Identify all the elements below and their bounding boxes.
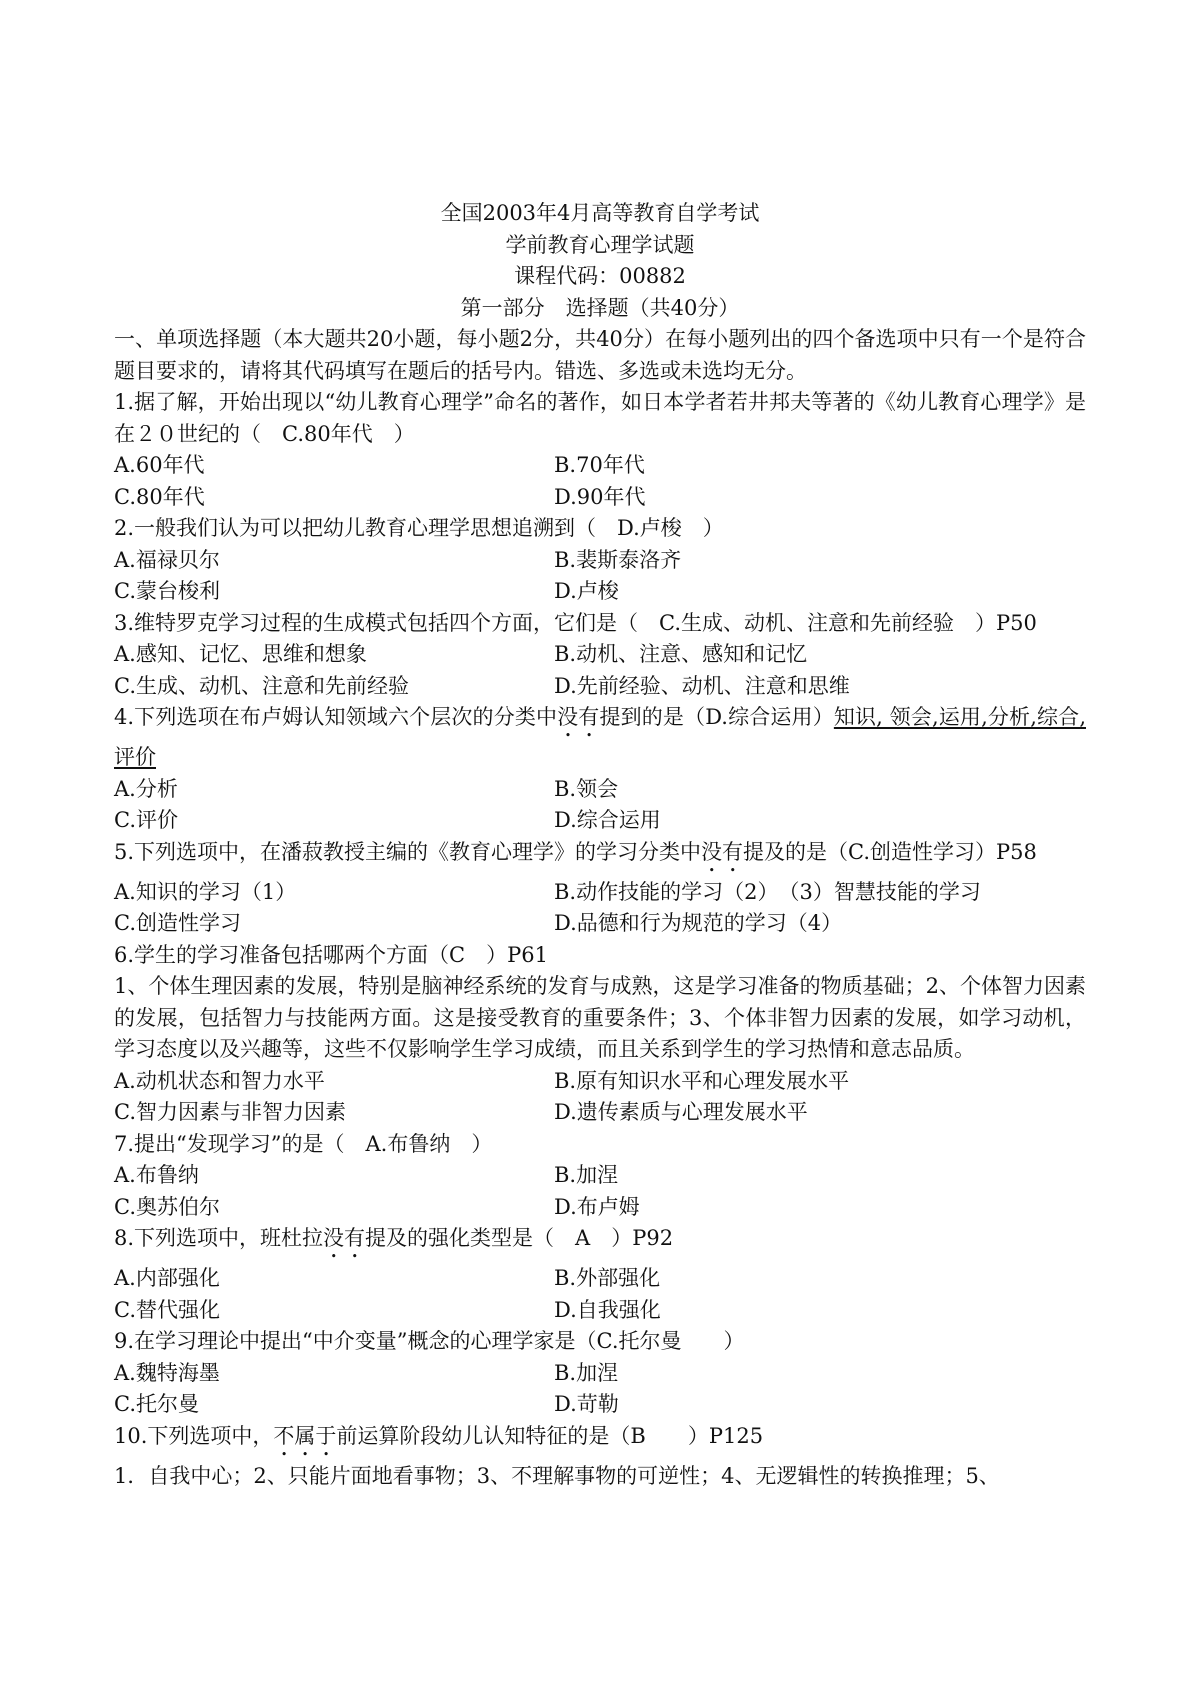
question-5-stem — [114, 837, 1086, 877]
exam-subtitle: 学前教育心理学试题 — [505, 232, 695, 257]
question-1-options-row-2 — [114, 482, 1086, 514]
option-a: A.内部强化 — [114, 1266, 220, 1290]
part-heading: 第一部分 选择题（共40分） — [460, 295, 740, 320]
course-code: 课程代码：00882 — [514, 264, 686, 288]
question-8-options-row-2 — [114, 1295, 1086, 1327]
question-10-stem — [114, 1421, 1086, 1461]
question-5-stem-part-2: 提及的是（C.创造性学习）P58 — [743, 839, 1037, 864]
question-9-options-row-1 — [114, 1358, 1086, 1390]
option-c: C.替代强化 — [114, 1297, 220, 1322]
question-2-options-row-2 — [114, 576, 1086, 608]
option-d: D.自我强化 — [554, 1297, 661, 1322]
option-c: C.奥苏伯尔 — [114, 1194, 220, 1219]
question-3-options-row-2 — [114, 671, 1086, 703]
question-7-options-row-1 — [114, 1160, 1086, 1192]
question-5-stem-part-1: 5.下列选项中，在潘菽教授主编的《教育心理学》的学习分类中 — [114, 839, 702, 864]
option-b: B.加涅 — [554, 1360, 619, 1385]
option-d: D.综合运用 — [554, 808, 661, 832]
option-a: A.布鲁纳 — [114, 1163, 199, 1187]
option-b: B.外部强化 — [554, 1266, 661, 1290]
question-8-stem-part-1: 8.下列选项中，班杜拉 — [114, 1226, 324, 1250]
option-b: B.裴斯泰洛齐 — [554, 547, 682, 572]
option-a: A.福禄贝尔 — [114, 547, 220, 572]
option-c: C.创造性学习 — [114, 911, 241, 935]
option-a: A.动机状态和智力水平 — [114, 1068, 325, 1093]
question-10-note: 1．自我中心；2、只能片面地看事物；3、不理解事物的可逆性；4、无逻辑性的转换推理；5、 — [114, 1463, 1000, 1488]
question-1-stem: 1.据了解，开始出现以“幼儿教育心理学”命名的著作，如日本学者若井邦夫等著的《幼儿教育心理学》是在２０世纪的（ C.80年代 ） — [114, 390, 1086, 446]
question-4-options-row-2 — [114, 805, 1086, 837]
option-c: C.80年代 — [114, 484, 205, 509]
question-4-options-row-1 — [114, 774, 1086, 806]
option-d: D.先前经验、动机、注意和思维 — [554, 673, 850, 698]
question-4-stem-part-2: 提到的是（D.综合运用） — [599, 705, 834, 729]
option-b: B.70年代 — [554, 453, 645, 477]
exam-page — [114, 198, 1086, 1492]
option-d: D.布卢姆 — [554, 1194, 640, 1219]
question-4-stem-part-1: 4.下列选项在布卢姆认知领域六个层次的分类中 — [114, 705, 558, 729]
emphasis-not: 没有 — [701, 839, 744, 864]
question-3-stem: 3.维特罗克学习过程的生成模式包括四个方面，它们是（ C.生成、动机、注意和先前经验 ）P50 — [114, 610, 1037, 635]
option-b: B.动作技能的学习（2） （3）智慧技能的学习 — [554, 879, 981, 904]
emphasis-not: 没有 — [323, 1226, 366, 1250]
option-a: A.60年代 — [114, 453, 205, 477]
question-8-stem — [114, 1223, 1086, 1263]
section-instructions: 一、单项选择题（本大题共20小题，每小题2分，共40分）在每小题列出的四个备选项中只有一个是符合题目要求的，请将其代码填写在题后的括号内。错选、多选或未选均无分。 — [114, 327, 1086, 383]
option-c: C.生成、动机、注意和先前经验 — [114, 673, 409, 698]
option-b: B.领会 — [554, 776, 619, 801]
question-3-options-row-1 — [114, 639, 1086, 671]
question-6-stem: 6.学生的学习准备包括哪两个方面（C ）P61 — [114, 942, 548, 967]
question-2-options-row-1 — [114, 545, 1086, 577]
emphasis-not: 没有 — [557, 705, 600, 729]
option-d: D.90年代 — [554, 484, 646, 509]
emphasis-not-belong: 不属于 — [273, 1423, 337, 1448]
question-7-stem: 7.提出“发现学习”的是（ A.布鲁纳 ） — [114, 1131, 493, 1156]
option-c: C.评价 — [114, 808, 178, 832]
question-8-stem-part-2: 提及的强化类型是（ A ）P92 — [365, 1226, 674, 1250]
option-a: A.分析 — [114, 776, 178, 801]
option-b: B.原有知识水平和心理发展水平 — [554, 1068, 850, 1093]
question-8-options-row-1 — [114, 1263, 1086, 1295]
option-c: C.托尔曼 — [114, 1392, 199, 1416]
question-6-options-row-1 — [114, 1066, 1086, 1098]
question-5-options-row-2 — [114, 908, 1086, 940]
question-7-options-row-2 — [114, 1192, 1086, 1224]
exam-title: 全国2003年4月高等教育自学考试 — [440, 201, 760, 225]
question-10-stem-part-1: 10.下列选项中， — [114, 1423, 274, 1448]
question-1-options-row-1 — [114, 450, 1086, 482]
question-9-options-row-2 — [114, 1389, 1086, 1421]
option-a: A.魏特海墨 — [114, 1360, 220, 1385]
question-9-stem: 9.在学习理论中提出“中介变量”概念的心理学家是（C.托尔曼 ） — [114, 1329, 745, 1353]
option-d: D.品德和行为规范的学习（4） — [554, 911, 843, 935]
question-4-stem — [114, 702, 1086, 774]
question-10-stem-part-2: 前运算阶段幼儿认知特征的是（B ）P125 — [336, 1423, 764, 1448]
question-4-underlined-note: 知识, 领会,运用,分析,综合,评价 — [114, 705, 1086, 769]
question-5-options-row-1 — [114, 877, 1086, 909]
question-2-stem: 2.一般我们认为可以把幼儿教育心理学思想追溯到（ D.卢梭 ） — [114, 516, 724, 540]
question-6-options-row-2 — [114, 1097, 1086, 1129]
option-d: D.卢梭 — [554, 579, 619, 603]
option-d: D.苛勒 — [554, 1392, 619, 1416]
option-d: D.遗传素质与心理发展水平 — [554, 1100, 808, 1124]
option-a: A.知识的学习（1） — [114, 879, 297, 904]
option-c: C.智力因素与非智力因素 — [114, 1100, 346, 1124]
option-b: B.加涅 — [554, 1163, 619, 1187]
option-a: A.感知、记忆、思维和想象 — [114, 642, 367, 666]
question-6-note: 1、个体生理因素的发展，特别是脑神经系统的发育与成熟，这是学习准备的物质基础；2、个体智力因素的发展，包括智力与技能两方面。这是接受教育的重要条件；3、个体非智力因素的发展，如学习动机，学习态度以及兴趣等，这些不仅影响学生学习成绩，而且关系到学生的学习热情和意志品质。 — [114, 974, 1086, 1061]
option-c: C.蒙台梭利 — [114, 579, 220, 603]
option-b: B.动机、注意、感知和记忆 — [554, 642, 808, 666]
